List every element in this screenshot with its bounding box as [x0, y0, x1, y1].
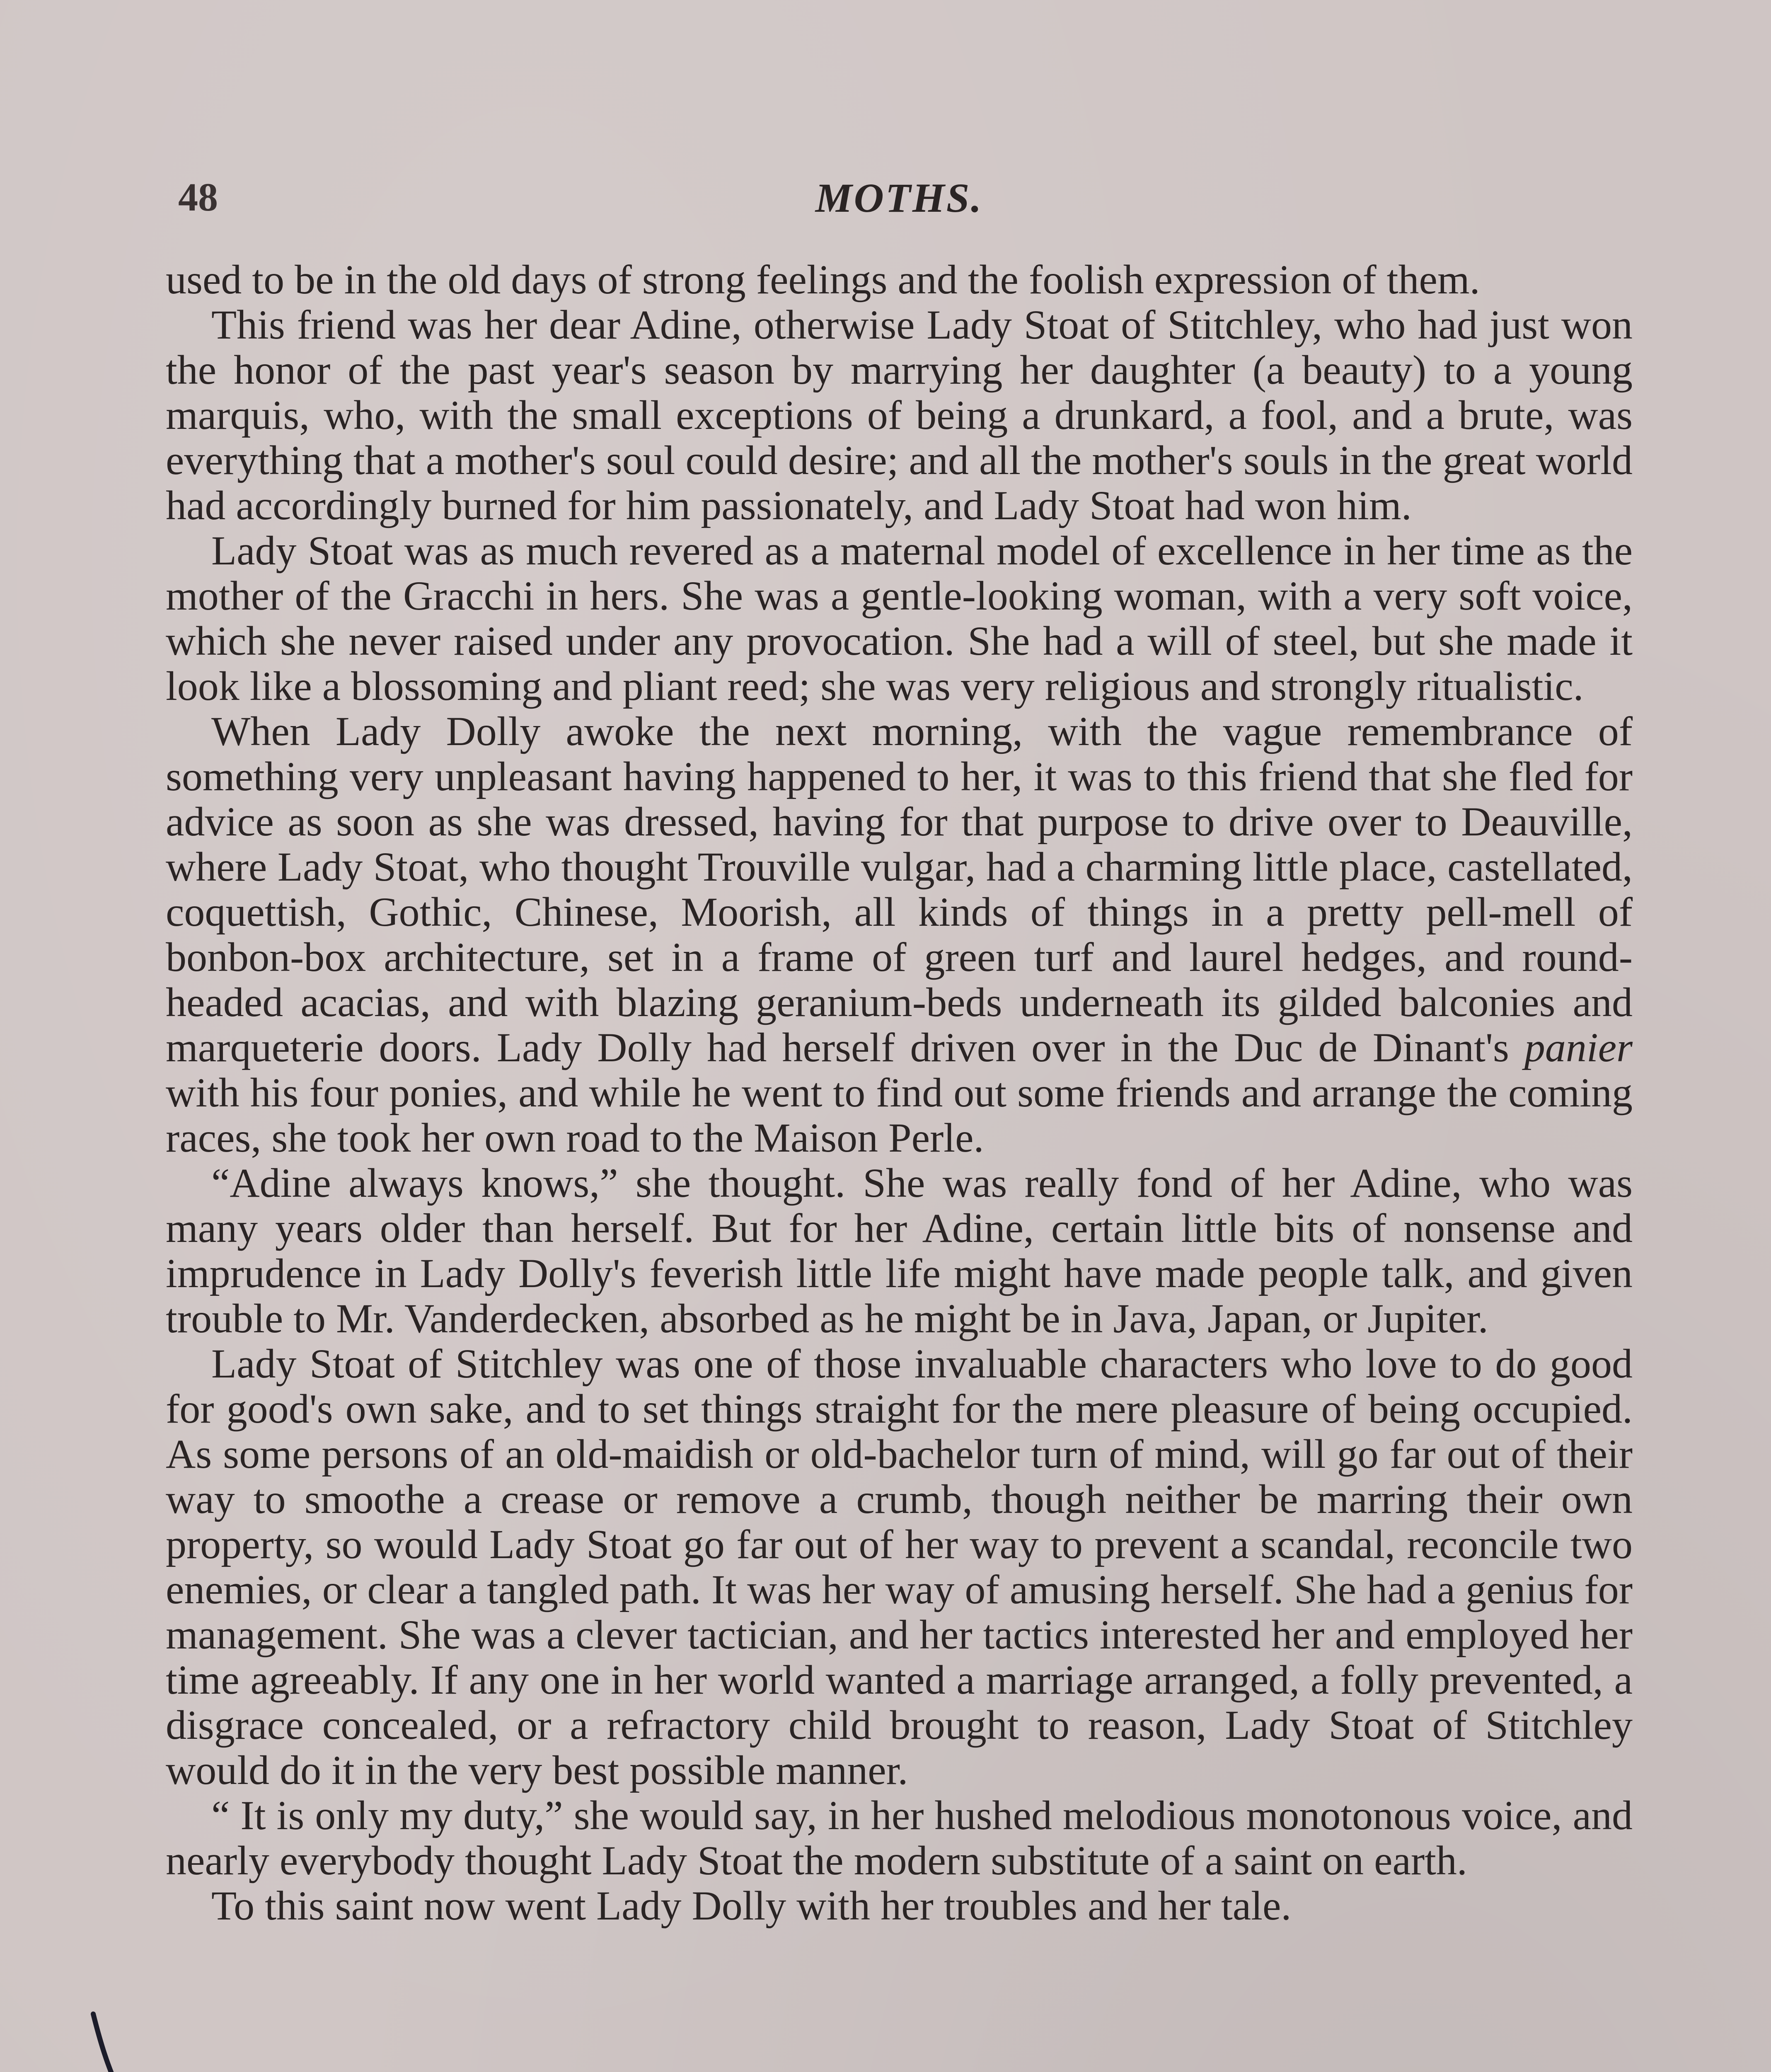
paragraph-lady-stoat-character: Lady Stoat was as much revered as a maternal model of excellence in her time as the mother of the Gracchi in hers. She was a gentle-looking woman, with a very soft voice, which she never raised under any provocation. She had a will of steel, but she made it look like a blossoming and pliant reed; she was very religious and strongly ritualistic. [166, 528, 1633, 709]
body-text [166, 257, 1633, 1928]
page-number: 48 [178, 175, 218, 219]
paragraph-to-this-saint: To this saint now went Lady Dolly with her troubles and her tale. [211, 1883, 1292, 1929]
paragraph-text: with his four ponies, and while he went to find out some friends and arrange the coming races, she took her own road to the Maison Perle. [166, 1070, 1633, 1161]
running-title: MOTHS. [815, 175, 983, 221]
italic-word: panier [1524, 1024, 1633, 1070]
paragraph-invaluable-characters: Lady Stoat of Stitchley was one of those invaluable characters who love to do good for good's own sake, and to set things straight for the mere pleasure of being occupied. As some persons of an old-maidish or old-bachelor turn of mind, will go far out of their way to smoothe a crease or remove a crumb, though neither be marring their own property, so would Lady Stoat go far out of her way to prevent a scandal, reconcile two enemies, or clear a tangled path. It was her way of amusing herself. She had a genius for management. She was a clever tactician, and her tactics interested her and employed her time agreeably. If any one in her world wanted a marriage arranged, a folly prevented, a disgrace concealed, or a refractory child brought to reason, Lady Stoat of Stitchley would do it in the very best possible manner. [166, 1341, 1633, 1793]
paragraph-only-my-duty: “ It is only my duty,” she would say, in her hushed melodious monotonous voice, and nearly everybody thought Lady Stoat the modern substitute of a saint on earth. [166, 1792, 1633, 1883]
paragraph-text: When Lady Dolly awoke the next morning, with the vague remembrance of something very unpleasant having happened to her, it was to this friend that she fled for advice as soon as she was dressed, having for that purpose to drive over to Deauville, where Lady Stoat, who thought Trouville vulgar, had a charming little place, castellated, coquettish, Gothic, Chinese, Moorish, all kinds of things in a pretty pell-mell of bonbon-box architecture, set in a frame of green turf and laurel hedges, and round-headed acacias, and with blazing geranium-beds underneath its gilded balconies and marqueterie doors. Lady Dolly had herself driven over in the Duc de Dinant's [166, 708, 1633, 1070]
paragraph-continued: used to be in the old days of strong feelings and the foolish expression of them. [166, 257, 1480, 303]
paragraph-adine-knows: “Adine always knows,” she thought. She was really fond of her Adine, who was many years older than herself. But for her Adine, certain little bits of nonsense and imprudence in Lady Dolly's feverish little life might have made people talk, and given trouble to Mr. Vanderdecken, absorbed as he might be in Java, Japan, or Jupiter. [166, 1160, 1633, 1341]
page-header [166, 174, 1633, 232]
paragraph-lady-stoat-intro: This friend was her dear Adine, otherwise Lady Stoat of Stitchley, who had just won the honor of the past year's season by marrying her daughter (a beauty) to a young marquis, who, with the small exceptions of being a drunkard, a fool, and a brute, was everything that a mother's soul could desire; and all the mother's souls in the great world had accordingly burned for him passionately, and Lady Stoat had won him. [166, 302, 1633, 528]
handwritten-margin-note [8, 1997, 145, 2072]
paragraph-lady-dolly-visit [166, 709, 1633, 1160]
